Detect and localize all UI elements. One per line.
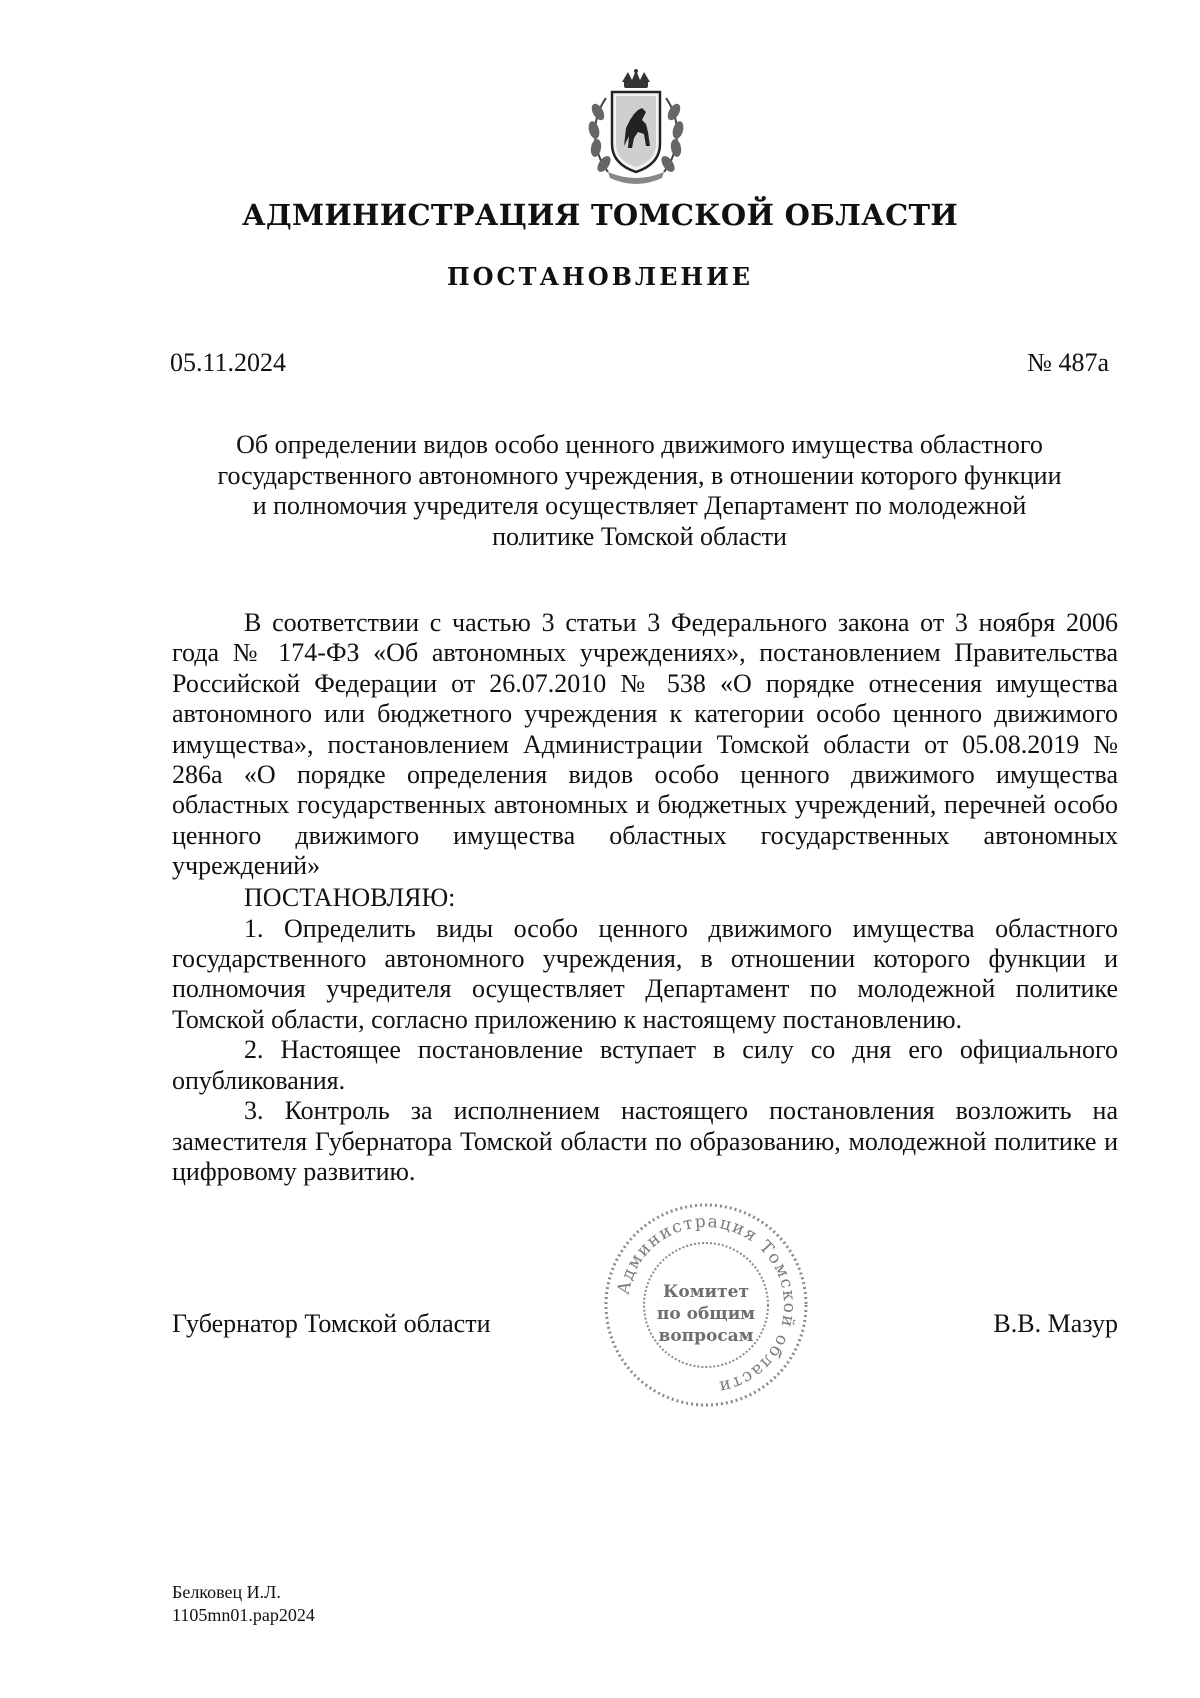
title-line: политике Томской области xyxy=(492,521,787,551)
coat-of-arms-emblem xyxy=(572,68,700,190)
stamp-center-line: вопросам xyxy=(658,1326,754,1346)
document-number: № 487а xyxy=(1027,348,1109,377)
executor-file-code: 1105mn01.рар2024 xyxy=(172,1605,315,1625)
signatory-name: В.В. Мазур xyxy=(993,1309,1118,1338)
decree-item: 2. Настоящее постановление вступает в силу со дня его официального опубликования. xyxy=(172,1035,1118,1095)
title-line: Об определении видов особо ценного движимого имущества областного xyxy=(236,430,1043,459)
stamp-center-line: Комитет xyxy=(662,1282,750,1302)
decree-word: ПОСТАНОВЛЯЮ: xyxy=(244,882,456,912)
decree-item: 3. Контроль за исполнением настоящего постановления возложить на заместителя Губернатора Томской области по образованию, молодежной политике и цифровому развитию. xyxy=(172,1096,1118,1186)
title-line: государственного автономного учреждения, в отношении которого функции xyxy=(217,460,1062,490)
executor-block xyxy=(172,1581,315,1627)
title-line: и полномочия учредителя осуществляет Департамент по молодежной xyxy=(252,491,1027,520)
document-date: 05.11.2024 xyxy=(170,348,287,377)
stamp-ring-text: Администрация Томской области xyxy=(613,1211,800,1398)
preamble-paragraph: В соответствии с частью 3 статьи 3 Федерального закона от 3 ноября 2006 года № 174-ФЗ «Об автономных учреждениях», постановлением Правительства Российской Федерации от 26.07.2010 № 538 «О порядке отнесения имущества автономного или бюджетного учреждения к категории особо ценного движимого имущества», постановлением Администрации Томской области от 05.08.2019 № 286а «О порядке определения видов особо ценного движимого имущества областных государственных автономных и бюджетных учреждений, перечней особо ценного движимого имущества областных государственных автономных учреждений» xyxy=(172,608,1118,881)
document-title xyxy=(170,430,1109,552)
official-stamp xyxy=(598,1197,814,1413)
organization-name: АДМИНИСТРАЦИЯ ТОМСКОЙ ОБЛАСТИ xyxy=(241,198,959,232)
signatory-position: Губернатор Томской области xyxy=(172,1309,491,1338)
document-body xyxy=(172,608,1118,1187)
document-type: ПОСТАНОВЛЕНИЕ xyxy=(446,262,754,291)
stamp-center-line: по общим xyxy=(656,1304,756,1324)
decree-item: 1. Определить виды особо ценного движимого имущества областного государственного автономного учреждения, в отношении которого функции и полномочия учредителя осуществляет Департамент по молодежной политике Томской области, согласно приложению к настоящему постановлению. xyxy=(172,913,1118,1034)
executor-name: Белковец И.Л. xyxy=(172,1582,281,1602)
